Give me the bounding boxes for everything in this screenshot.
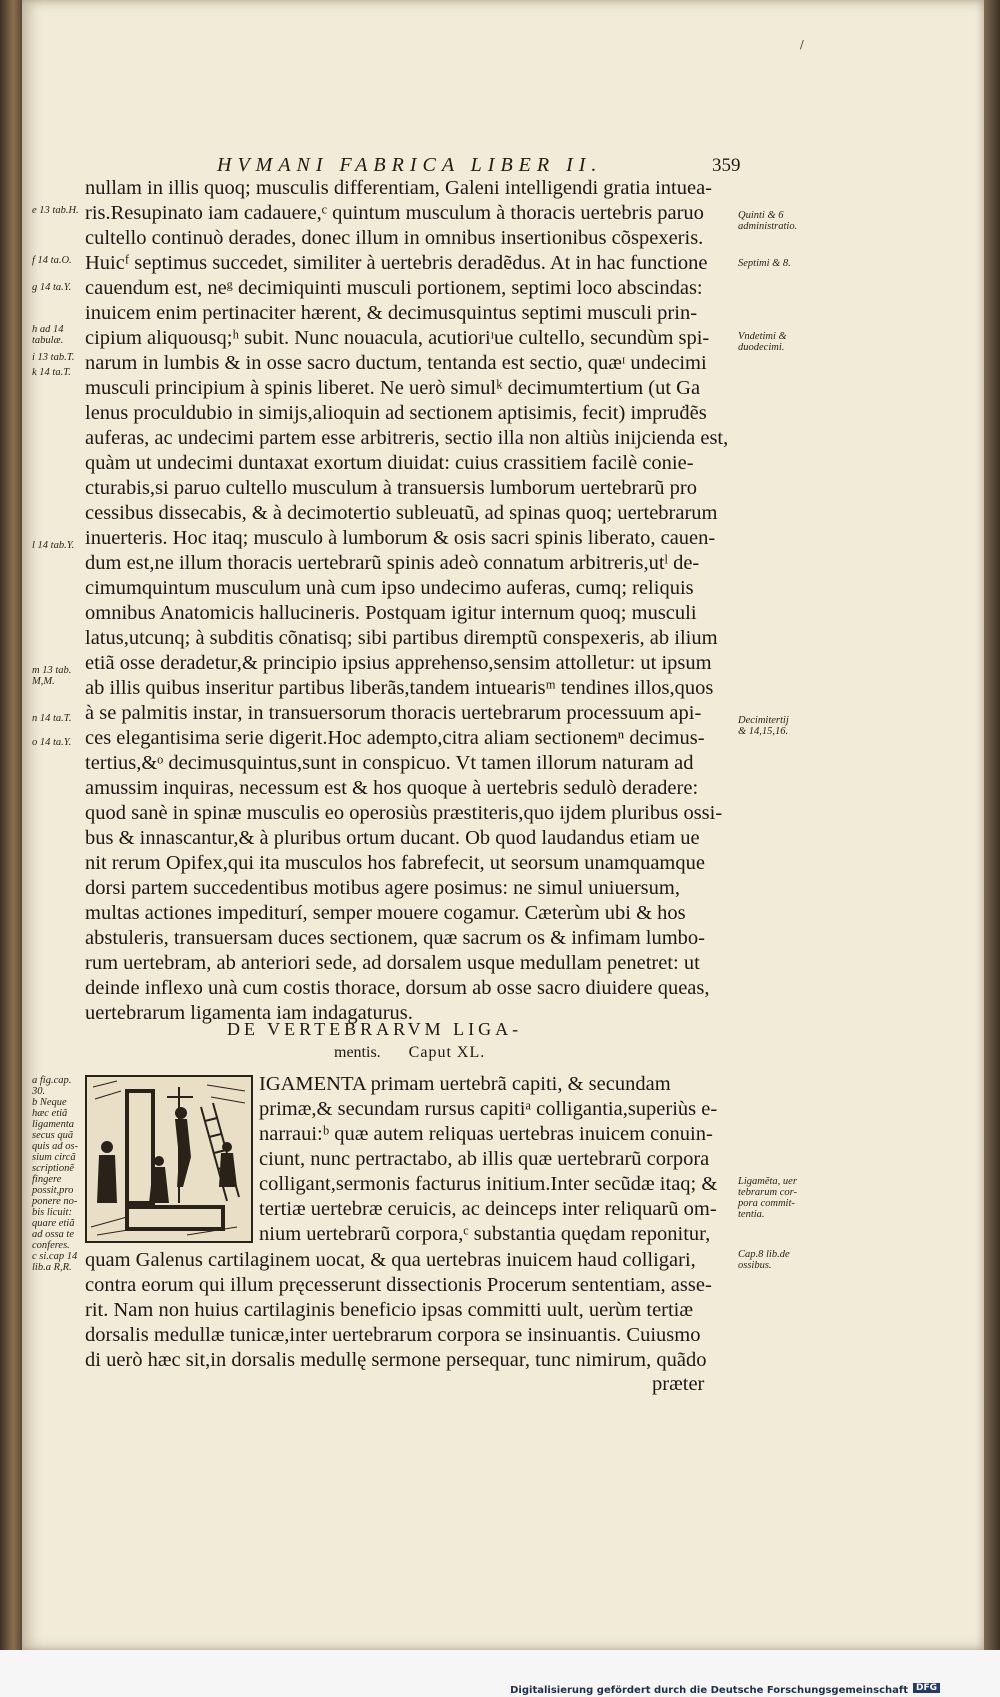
page-number: 359	[712, 155, 741, 176]
margin-note-right: Quinti & 6 administratio.	[738, 210, 798, 232]
text-line: primæ,& secundam rursus capitiᵃ colligantia,superiùs e-	[259, 1098, 718, 1120]
page-edge	[984, 0, 1000, 1650]
margin-note-left: o 14 ta.Y.	[32, 737, 72, 748]
margin-note-left: i 13 tab.T.	[32, 352, 75, 363]
text-line: amussim inquiras, necessum est & hos quoque à uertebris sedulò deradere:	[85, 777, 699, 799]
text-line: dorsi partem succedentibus motibus agere posimus: ne simul uniuersum,	[85, 877, 680, 899]
text-line: quam Galenus cartilaginem uocat, & qua uertebras inuicem haud colligari,	[85, 1249, 696, 1271]
chapter-subtitle-text: mentis.	[334, 1044, 381, 1061]
book-page	[22, 0, 984, 1650]
margin-note-left: k 14 ta.T.	[32, 367, 71, 378]
margin-note-right: Decimitertij & 14,15,16.	[738, 715, 789, 737]
text-line: cessibus dissecabis, & à decimotertio subleuatũ, ad spinas quoq; uertebrarum	[85, 502, 718, 524]
text-line: tertius,&ᵒ decimusquintus,sunt in conspicuo. Vt tamen illorum naturam ad	[85, 752, 694, 774]
footer-credit: Digitalisierung gefördert durch die Deutsche Forschungsgemeinschaft	[510, 1685, 908, 1696]
text-line: deinde inflexo unà cum costis thorace, dorsum ab osse sacro diuidere queas,	[85, 977, 710, 999]
chapter-subtitle	[334, 1044, 485, 1062]
margin-note-left: f 14 ta.O.	[32, 255, 72, 266]
margin-note-left: n 14 ta.T.	[32, 713, 72, 724]
margin-note-right: Vndetimi & duodecimi.	[738, 331, 787, 353]
chapter-number: Caput XL.	[408, 1044, 486, 1061]
text-line: etiã osse deradetur,& principio ipsius apprehenso,sensim attolletur: ut ipsum	[85, 652, 712, 674]
text-line: omnibus Anatomicis hallucineris. Postquam igitur internum quoq; musculi	[85, 602, 697, 624]
text-line: auferas, ac undecimi partem esse arbitreris, sectio illa non altiùs inijcienda est,	[85, 427, 729, 449]
text-line: narraui:ᵇ quæ autem reliquas uertebras inuicem conuin-	[259, 1123, 713, 1145]
margin-note-right: Cap.8 lib.de ossibus.	[738, 1249, 790, 1271]
text-line: Huicᶠ septimus succedet, similiter à uertebris deradẽdus. At in hac functione	[85, 252, 708, 274]
page-header	[22, 154, 984, 178]
text-line: IGAMENTA primam uertebrã capiti, & secundam	[259, 1073, 671, 1095]
margin-note-left: m 13 tab. M,M.	[32, 665, 72, 687]
text-line: ciunt, nunc pertractabo, ab illis quæ uertebrarũ corpora	[259, 1148, 710, 1170]
text-line: ces elegantisima serie digerit.Hoc adempto,citra aliam sectionemⁿ decimus-	[85, 727, 705, 749]
text-line: quod sanè in spinæ musculis eo operosiùs præstiteris,quo ijdem pluribus ossi-	[85, 802, 723, 824]
text-line: colligant,sermonis facturus initium.Inter secũdæ itaq; &	[259, 1173, 718, 1195]
text-line: ab illis quibus inseritur partibus liberãs,tandem intuearisᵐ tendines illos,quos	[85, 677, 714, 699]
text-line: di uerò hæc sit,in dorsalis medullę sermone persequar, tunc nimirum, quãdo	[85, 1349, 707, 1371]
text-line: rit. Nam non huius cartilaginis beneficio ipsas committi uult, uerùm tertiæ	[85, 1299, 694, 1321]
text-line: abstuleris, transuersam duces sectionem, quæ sacrum os & infimam lumbo-	[85, 927, 705, 949]
text-line: nullam in illis quoq; musculis differentiam, Galeni intelligendi gratia intuea-	[85, 177, 713, 199]
book-spine	[0, 0, 22, 1697]
text-line: multas actiones impediturí, semper mouere cogamur. Cæterùm ubi & hos	[85, 902, 686, 924]
corner-mark: /	[800, 38, 804, 51]
text-line: à se palmitis instar, in transuersorum thoracis uertebrarum processuum api-	[85, 702, 702, 724]
text-line: lenus proculdubio in simijs,alioquin ad sectionem aptisimis, fecit) impruḋẽs	[85, 402, 707, 424]
text-line: inuicem enim pertinaciter hærent, & decimusquintus septimi musculi prin-	[85, 302, 698, 324]
chapter-title: DE VERTEBRARVM LIGA-	[227, 1019, 523, 1039]
text-line: cauendum est, neᵍ decimiquinti musculi portionem, septimi loco abscindas:	[85, 277, 703, 299]
margin-note-left: h ad 14 tabulæ.	[32, 324, 64, 346]
margin-note-left: e 13 tab.H.	[32, 205, 79, 216]
text-line: dum est,ne illum thoracis uertebrarũ spinis adeò connatum arbitreris,utˡ de-	[85, 552, 700, 574]
text-line: inuerteris. Hoc itaq; musculo à lumborum & osis sacri spinis liberato, cauen-	[85, 527, 716, 549]
text-line: musculi principium à spinis liberet. Ne uerò simulᵏ decimumtertium (ut Ga	[85, 377, 701, 399]
margin-note-left: a fig.cap. 30. b Neque hæc etiã ligamenta secus quã quis ad os- sium circã scriptionẽ fingere possit,pro ponere no- bis licuit: quare etiã ad ossa te conferes. c si.cap 14 lib.a R,R.	[32, 1075, 79, 1273]
running-title: HVMANI FABRICA LIBER II.	[217, 154, 603, 176]
margin-note-left: g 14 ta.Y.	[32, 282, 72, 293]
text-line: nit rerum Opifex,qui ita musculos hos fabrefecit, ut seorsum unamquamque	[85, 852, 705, 874]
text-line: cimumquintum musculum unà cum ipso undecimo auferas, cumq; reliquis	[85, 577, 694, 599]
margin-note-left: l 14 tab.Y.	[32, 540, 75, 551]
woodcut-illustration-icon	[87, 1077, 251, 1241]
text-line: cipium aliquousq;ʰ subit. Nunc nouacula, acutioriᶦue cultello, secundùm spi-	[85, 327, 710, 349]
text-line: nium uertebrarũ corpora,ᶜ substantia quędam reponitur,	[259, 1223, 711, 1245]
margin-note-right: Septimi & 8.	[738, 258, 791, 269]
dfg-logo-icon: DFG	[913, 1683, 940, 1693]
text-line: rum uertebram, ab anteriori sede, ad dorsalem usque medullam penetret: ut	[85, 952, 700, 974]
text-line: cturabis,si paruo cultello musculum à transuersis lumborum uertebrarũ pro	[85, 477, 697, 499]
catchword: præter	[652, 1373, 705, 1395]
text-line: uertebrarum ligamenta iam indagaturus.	[85, 1002, 413, 1024]
margin-note-right: Ligamẽta, uer tebrarum cor- pora commit- tentia.	[738, 1176, 797, 1220]
text-line: contra eorum qui illum pręcesserunt dissectionis Procerum sententiam, asse-	[85, 1274, 712, 1296]
text-line: tertiæ uertebræ ceruicis, ac deinceps inter reliquarũ om-	[259, 1198, 717, 1220]
text-line: quàm ut undecimi duntaxat exortum diuidat: cuius crassitiem facilè conie-	[85, 452, 694, 474]
text-line: cultello continuò derades, donec illum in omnibus insertionibus cõspexeris.	[85, 227, 704, 249]
text-line: latus,utcunq; à subditis cõnatisq; sibi partibus diremptũ conspexeris, ab ilium	[85, 627, 718, 649]
woodcut-initial-l	[85, 1075, 253, 1243]
text-line: ris.Resupinato iam cadauere,ᶜ quintum musculum à thoracis uertebris paruo	[85, 202, 704, 224]
text-line: bus & innascantur,& à pluribus ortum ducant. Ob quod laudandus etiam ue	[85, 827, 700, 849]
text-line: narum in lumbis & in osse sacro ductum, tentanda est sectio, quæᶦ undecimi	[85, 352, 707, 374]
text-line: dorsalis medullæ tunicæ,inter uertebrarum corpora se insinuantis. Cuiusmo	[85, 1324, 701, 1346]
